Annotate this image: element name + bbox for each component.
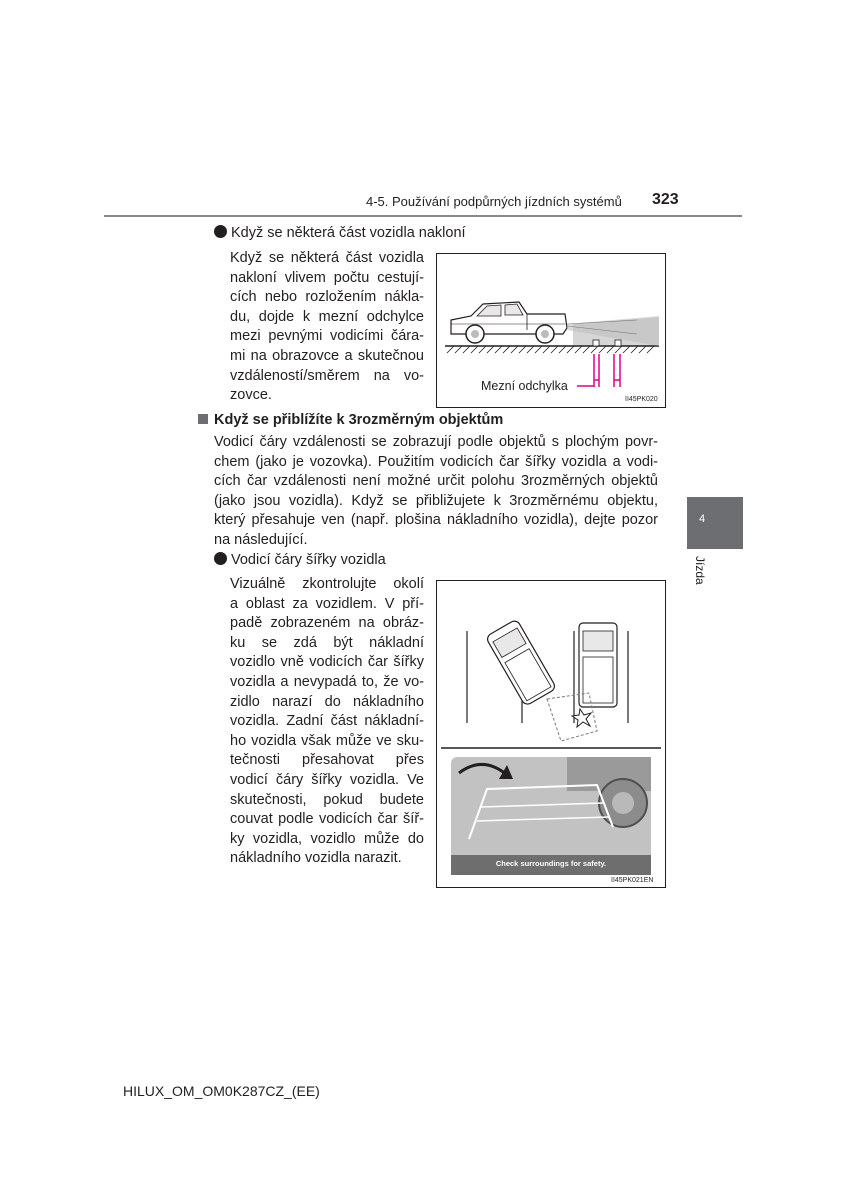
camera-warning-text: Check surroundings for safety. [495, 859, 607, 868]
text-line: vozidla. Zadní část nákladní- [230, 713, 424, 730]
text-line: chem (jako je vozovka). Použitím vodicích čar šířky vozidla a vodi- [214, 453, 658, 470]
page-number: 323 [652, 191, 679, 208]
text-line: skutečnosti, pokud budete [230, 791, 424, 808]
bullet-dot-icon [214, 552, 227, 565]
bullet-text: Když se některá část vozidla nakloní [231, 225, 466, 241]
chapter-number: 4 [698, 513, 706, 525]
text-line: mi na obrazovce a skutečnou [230, 347, 424, 364]
text-line: Vizuálně zkontrolujte okolí [230, 576, 424, 592]
text-line: na následující. [214, 531, 308, 548]
header-section-title: 4-5. Používání podpůrných jízdních systémů [366, 194, 622, 209]
text-line: couvat podle vodicích čar šíř- [230, 811, 424, 828]
section-paragraph [214, 433, 658, 551]
text-line: ky vozidla, vozidlo může do [230, 830, 424, 847]
text-line: mezi pevnými vodicími čára- [230, 328, 424, 345]
bullet-dot-icon [214, 225, 227, 238]
figure-label-limit-deviation: Mezní odchylka [481, 379, 568, 393]
bullet-item-width-lines [214, 552, 386, 568]
section-square-icon [198, 414, 208, 424]
text-line: vzdáleností/směrem na vo- [230, 367, 424, 384]
text-line: Když se některá část vozidla [230, 250, 424, 266]
text-line: zidlo narazí do nákladního [230, 693, 424, 710]
footer-doc-code: HILUX_OM_OM0K287CZ_(EE) [123, 1083, 320, 1099]
text-line: du, dojde k mezní odchylce [230, 308, 424, 325]
text-line: vozidla a nevypadá to, že vo- [230, 673, 424, 690]
figure-width-guide [436, 580, 666, 888]
figure-tilt-deviation [436, 253, 666, 408]
parking-topview-illustration [437, 581, 665, 887]
text-line: tečnosti přesahovat přes [230, 752, 424, 769]
text-line: vozidlo vně vodicích čar šířky [230, 654, 424, 671]
text-line: cích čar vzdálenosti není možné určit polohu 3rozměrných objektů [214, 473, 658, 490]
text-line: ku se zdá být nákladní [230, 634, 424, 651]
text-line: nakloní vlivem počtu cestují- [230, 269, 424, 286]
bullet-item-tilt [214, 225, 466, 241]
text-line: vodicí čáry šířky vozidla. Ve [230, 771, 424, 788]
text-line: Vodicí čáry vzdálenosti se zobrazují podle objektů s plochým povr- [214, 434, 658, 450]
header-rule [104, 215, 742, 217]
section-heading [198, 412, 503, 428]
text-line: cích nebo rozložením nákla- [230, 289, 424, 306]
text-line: padě zobrazeném na obráz- [230, 615, 424, 632]
bullet-text: Vodicí čáry šířky vozidla [231, 552, 386, 568]
tilt-paragraph [230, 249, 424, 406]
width-lines-paragraph [230, 575, 424, 869]
text-line: ho vozidla však může ve sku- [230, 732, 424, 749]
text-line: nákladního vozidla narazit. [230, 850, 402, 867]
chapter-label: Jízda [693, 556, 707, 585]
text-line: který přesahuje ven (např. plošina nákladního vozidla), dejte pozor [214, 512, 658, 529]
figure-code: II45PK021EN [611, 877, 654, 884]
figure-code: II45PK020 [625, 396, 658, 403]
text-line: zovce. [230, 387, 272, 404]
text-line: (jako jsou vozidla). Když se přibližujete k 3rozměrnému objektu, [214, 492, 658, 509]
section-title: Když se přiblížíte k 3rozměrným objektům [214, 412, 504, 428]
text-line: a oblast za vozidlem. V pří- [230, 595, 424, 612]
